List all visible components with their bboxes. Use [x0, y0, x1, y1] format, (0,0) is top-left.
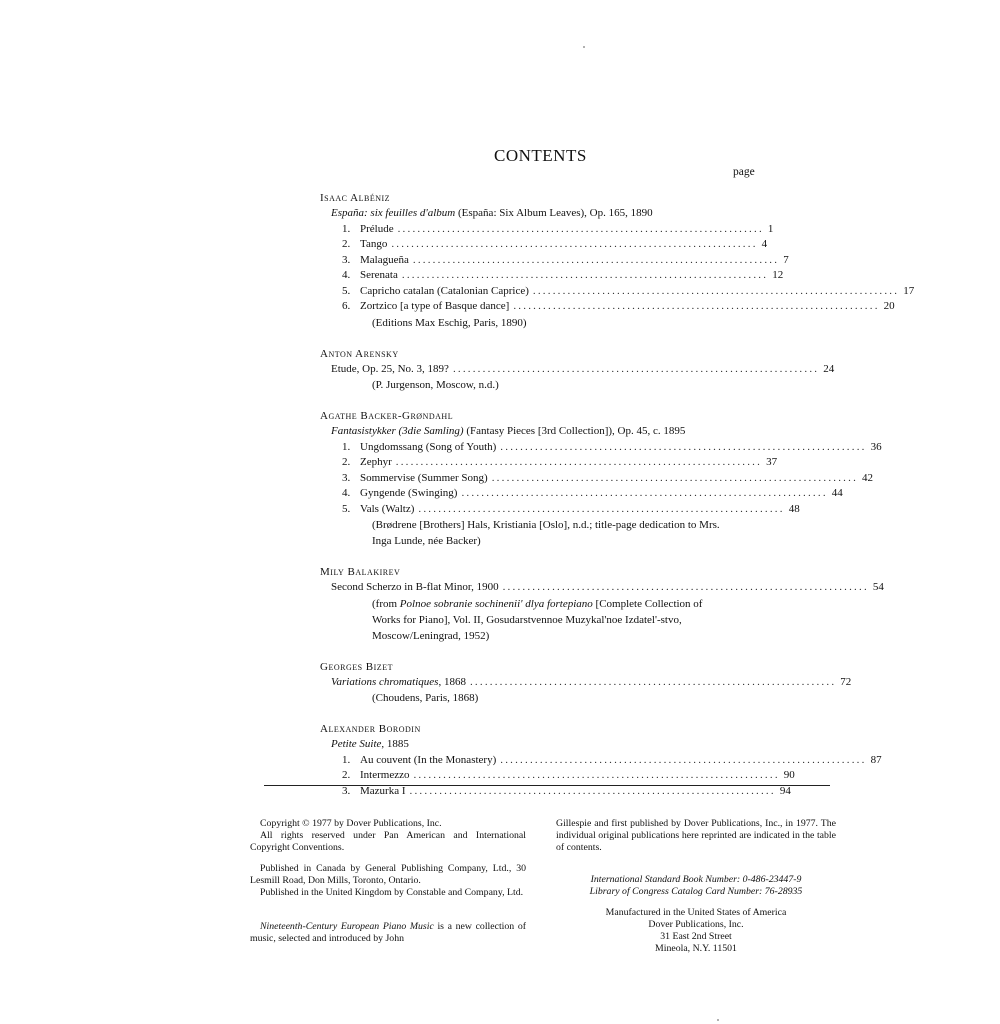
work-title: Fantasistykker (3die Samling) (Fantasy Pieces [3rd Collection]), Op. 45, c. 1895	[331, 425, 686, 437]
isbn-text: International Standard Book Number: 0-486-23447-9	[590, 874, 802, 885]
address-line-2: Mineola, N.Y. 11501	[655, 943, 737, 954]
copyright-text: Copyright © 1977 by Dover Publications, Inc.	[260, 818, 442, 829]
divider-rule	[264, 785, 830, 786]
toc-entry[interactable]: 3. Malagueña .......................................................................... 7	[342, 253, 789, 266]
toc-entry[interactable]: 3. Mazurka I .......................................................................... 94	[342, 784, 791, 797]
toc-entry[interactable]: 5. Vals (Waltz) .......................................................................... 48	[342, 502, 800, 515]
toc-entry[interactable]: 1. Ungdomssang (Song of Youth) .......................................................................... 36	[342, 440, 882, 453]
toc-entry[interactable]: 2. Intermezzo .......................................................................... 90	[342, 769, 795, 781]
publisher-note: (Editions Max Eschig, Paris, 1890)	[372, 316, 527, 329]
toc-entry[interactable]: 4. Serenata .......................................................................... 12	[342, 269, 784, 281]
composer-name: Agathe Backer-Grøndahl	[320, 410, 454, 422]
manufactured-text: Manufactured in the United States of America	[605, 907, 787, 918]
toc-entry[interactable]: Second Scherzo in B-flat Minor, 1900 .......................................................................... 54	[331, 581, 884, 593]
footer-right-column	[556, 818, 836, 964]
composer-name: Alexander Borodin	[320, 723, 421, 735]
table-of-contents	[320, 190, 915, 814]
composer-name: Isaac Albéniz	[320, 192, 391, 204]
work-title: España: six feuilles d'album (España: Six Album Leaves), Op. 165, 1890	[331, 207, 653, 219]
intro-text: Nineteenth-Century European Piano Music is a new collection of music, selected and introduced by John	[250, 921, 526, 944]
toc-section-bizet	[320, 659, 852, 707]
speck-mark	[717, 1019, 719, 1021]
rights-text: All rights reserved under Pan American and International Copyright Conventions.	[250, 830, 526, 853]
toc-entry[interactable]: 4. Gyngende (Swinging) .......................................................................... 44	[342, 487, 843, 499]
footer-left-column	[250, 818, 526, 954]
toc-section-arensky	[320, 346, 835, 394]
toc-section-albeniz	[320, 190, 915, 331]
publisher-note: (P. Jurgenson, Moscow, n.d.)	[372, 379, 499, 391]
toc-section-borodin	[320, 721, 882, 799]
composer-name: Mily Balakirev	[320, 566, 401, 578]
page-column-header: page	[733, 166, 755, 178]
toc-entry[interactable]: 2. Tango .......................................................................... 4	[342, 238, 768, 250]
publisher-name: Dover Publications, Inc.	[648, 919, 744, 930]
toc-entry[interactable]: 1. Prélude .......................................................................... 1	[342, 222, 774, 235]
toc-section-balakirev	[320, 564, 884, 644]
first-published-text: Gillespie and first published by Dover Publications, Inc., in 1977. The individual original publications here reprinted are indicated in the table of contents.	[556, 818, 836, 853]
publisher-note: (from Polnoe sobranie sochinenii' dlya fortepiano [Complete Collection of Works for Piano], Vol. II, Gosudarstvennoe Muzykal'noe Izdatel'-stvo, Moscow/Leningrad, 1952)	[372, 597, 703, 642]
work-title: Petite Suite, 1885	[331, 738, 409, 750]
toc-entry[interactable]: 3. Sommervise (Summer Song) .......................................................................... 42	[342, 471, 874, 484]
composer-name: Georges Bizet	[320, 660, 393, 673]
toc-entry[interactable]: 1. Au couvent (In the Monastery) .......................................................................... 87	[342, 753, 882, 766]
lccn-text: Library of Congress Catalog Card Number: 76-28935	[589, 886, 803, 897]
address-line-1: 31 East 2nd Street	[660, 931, 732, 942]
publisher-note: (Brødrene [Brothers] Hals, Kristiania [Oslo], n.d.; title-page dedication to Mrs. Inga Lunde, née Backer)	[372, 519, 720, 547]
toc-entry[interactable]: Etude, Op. 25, No. 3, 189? .......................................................................... 24	[331, 362, 835, 375]
uk-publisher-text: Published in the United Kingdom by Constable and Company, Ltd.	[260, 887, 524, 898]
toc-section-backer-grondahl	[320, 408, 882, 549]
toc-entry[interactable]: 2. Zephyr .......................................................................... 37	[342, 456, 778, 468]
toc-entry[interactable]: Variations chromatiques, 1868 .......................................................................... 72	[331, 675, 852, 688]
composer-name: Anton Arensky	[320, 347, 399, 360]
toc-entry[interactable]: 6. Zortzico [a type of Basque dance] .......................................................................... 20	[342, 300, 895, 312]
canada-publisher-text: Published in Canada by General Publishing Company, Ltd., 30 Lesmill Road, Don Mills, Toronto, Ontario.	[250, 863, 526, 886]
speck-mark	[583, 46, 585, 48]
publisher-note: (Choudens, Paris, 1868)	[372, 692, 479, 704]
toc-entry[interactable]: 5. Capricho catalan (Catalonian Caprice) .......................................................................... 17	[342, 284, 915, 297]
